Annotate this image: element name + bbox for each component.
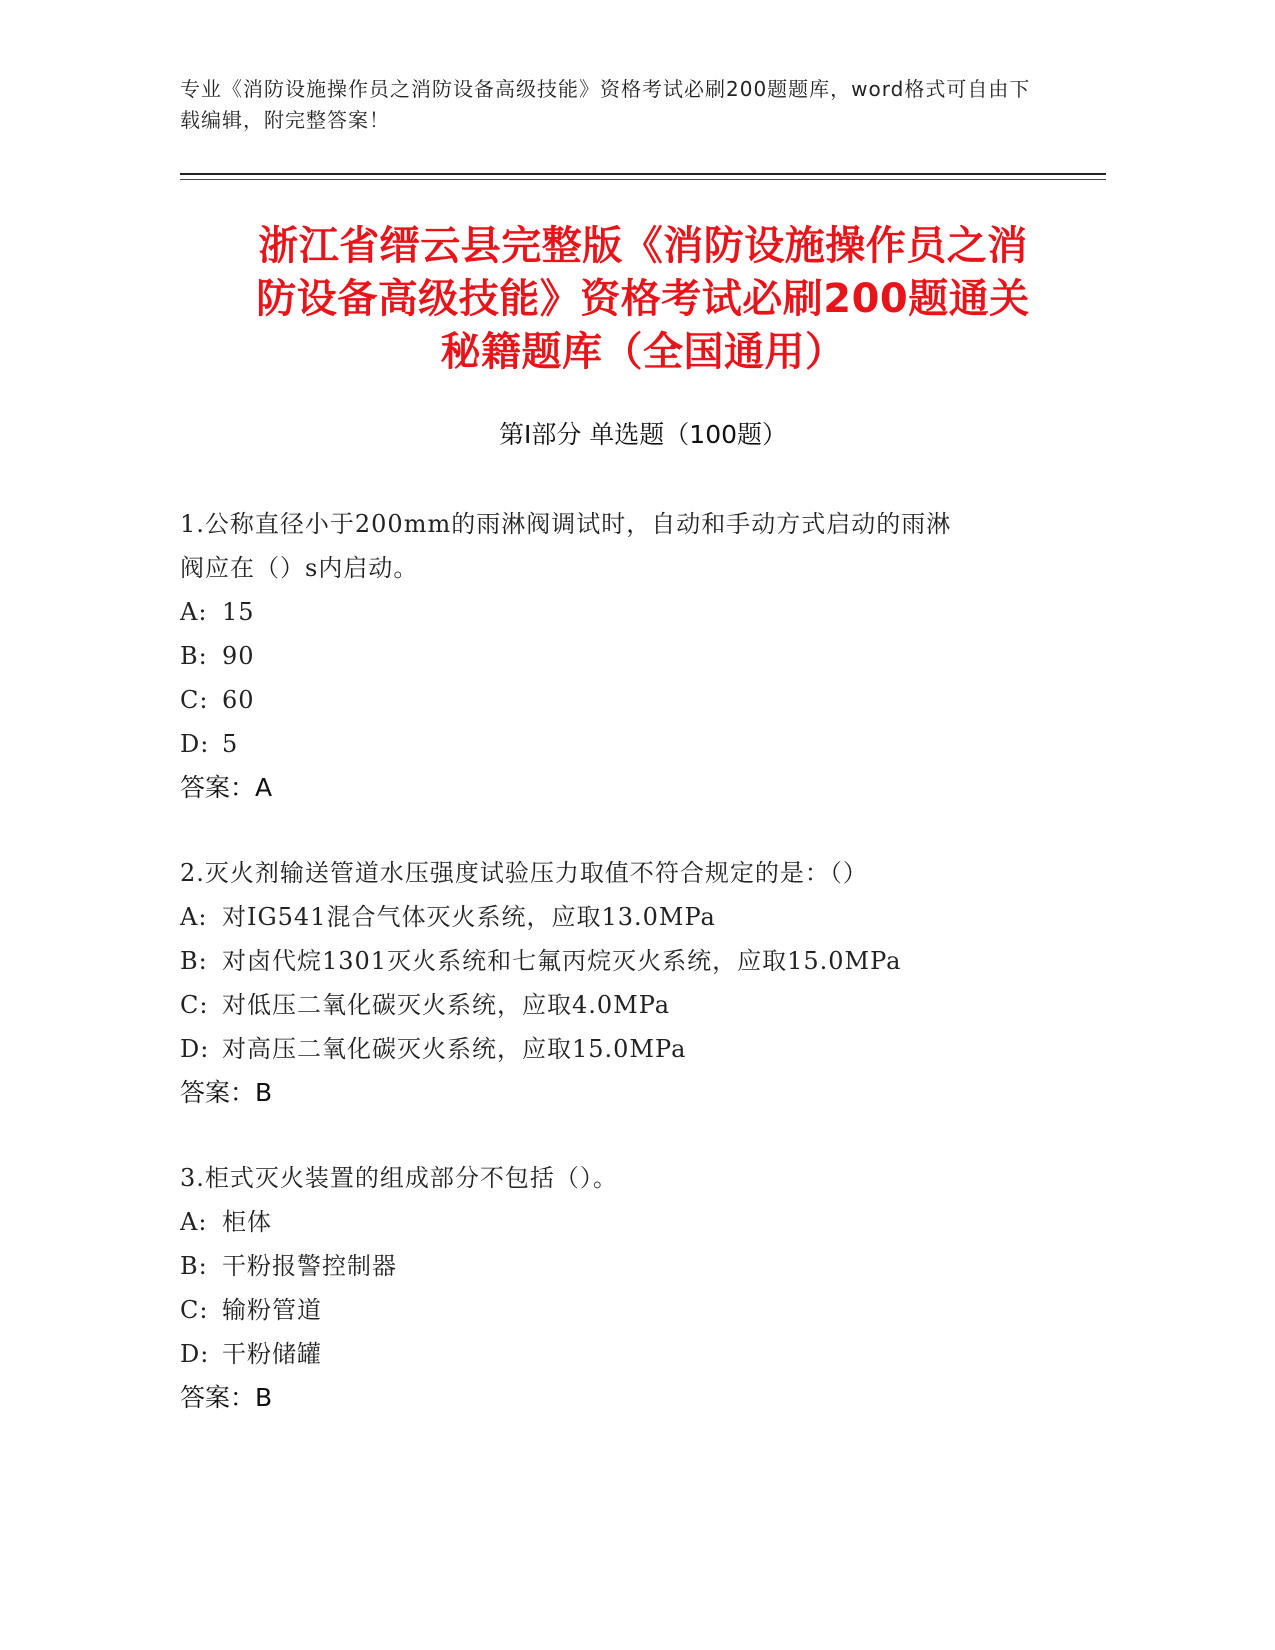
option-letter: C: bbox=[180, 686, 209, 714]
question-stem bbox=[180, 851, 1050, 895]
stem-line: 1.公称直径小于200mm的雨淋阀调试时，自动和手动方式启动的雨淋 bbox=[180, 510, 952, 538]
option-letter: C: bbox=[180, 991, 209, 1019]
option-d bbox=[180, 1027, 1050, 1071]
option-c bbox=[180, 1288, 1050, 1332]
option-text: 干粉储罐 bbox=[222, 1340, 322, 1368]
option-letter: B: bbox=[180, 947, 208, 975]
header-divider-thick bbox=[180, 173, 1106, 175]
option-d bbox=[180, 1332, 1050, 1376]
option-b bbox=[180, 1244, 1050, 1288]
answer-line: 答案：B bbox=[180, 1078, 273, 1107]
answer-line: 答案：A bbox=[180, 773, 273, 802]
option-b bbox=[180, 634, 1050, 678]
option-text: 15 bbox=[222, 598, 255, 626]
header-note: 专业《消防设施操作员之消防设备高级技能》资格考试必刷200题题库，word格式可自由下载编辑，附完整答案！ bbox=[180, 77, 1031, 132]
option-a bbox=[180, 590, 1050, 634]
option-text: 输粉管道 bbox=[222, 1296, 322, 1324]
question-block bbox=[180, 502, 1050, 810]
option-text: 对卤代烷1301灭火系统和七氟丙烷灭火系统，应取15.0MPa bbox=[222, 947, 902, 975]
header-divider-thin bbox=[180, 179, 1106, 180]
option-letter: C: bbox=[180, 1296, 209, 1324]
option-text: 5 bbox=[222, 730, 239, 758]
question-block bbox=[180, 1156, 1050, 1420]
stem-line: 阀应在（）s内启动。 bbox=[180, 554, 419, 582]
title-line: 浙江省缙云县完整版《消防设施操作员之消 bbox=[258, 223, 1028, 269]
answer-line: 答案：B bbox=[180, 1383, 273, 1412]
option-letter: B: bbox=[180, 1252, 208, 1280]
option-letter: A: bbox=[180, 903, 208, 931]
stem-line: 2.灭火剂输送管道水压强度试验压力取值不符合规定的是：（） bbox=[180, 859, 868, 887]
option-letter: B: bbox=[180, 642, 208, 670]
option-text: 柜体 bbox=[222, 1208, 272, 1236]
option-d bbox=[180, 722, 1050, 766]
document-title bbox=[180, 220, 1106, 379]
option-text: 干粉报警控制器 bbox=[222, 1252, 397, 1280]
option-text: 对低压二氧化碳灭火系统，应取4.0MPa bbox=[222, 991, 671, 1019]
option-text: 60 bbox=[222, 686, 255, 714]
option-a bbox=[180, 895, 1050, 939]
question-block bbox=[180, 851, 1050, 1115]
stem-line: 3.柜式灭火装置的组成部分不包括（）。 bbox=[180, 1164, 618, 1192]
option-letter: D: bbox=[180, 730, 210, 758]
question-stem bbox=[180, 502, 1050, 590]
title-line: 防设备高级技能》资格考试必刷200题通关 bbox=[256, 276, 1030, 322]
option-letter: A: bbox=[180, 1208, 208, 1236]
option-c bbox=[180, 678, 1050, 722]
option-text: 对高压二氧化碳灭火系统，应取15.0MPa bbox=[222, 1035, 687, 1063]
option-c bbox=[180, 983, 1050, 1027]
option-letter: A: bbox=[180, 598, 208, 626]
option-letter: D: bbox=[180, 1035, 210, 1063]
option-text: 对IG541混合气体灭火系统，应取13.0MPa bbox=[222, 903, 716, 931]
option-letter: D: bbox=[180, 1340, 210, 1368]
option-b bbox=[180, 939, 1050, 983]
question-stem bbox=[180, 1156, 1050, 1200]
option-text: 90 bbox=[222, 642, 255, 670]
title-line: 秘籍题库（全国通用） bbox=[440, 329, 846, 375]
option-a bbox=[180, 1200, 1050, 1244]
section-title: 第Ⅰ部分 单选题（100题） bbox=[498, 420, 788, 449]
